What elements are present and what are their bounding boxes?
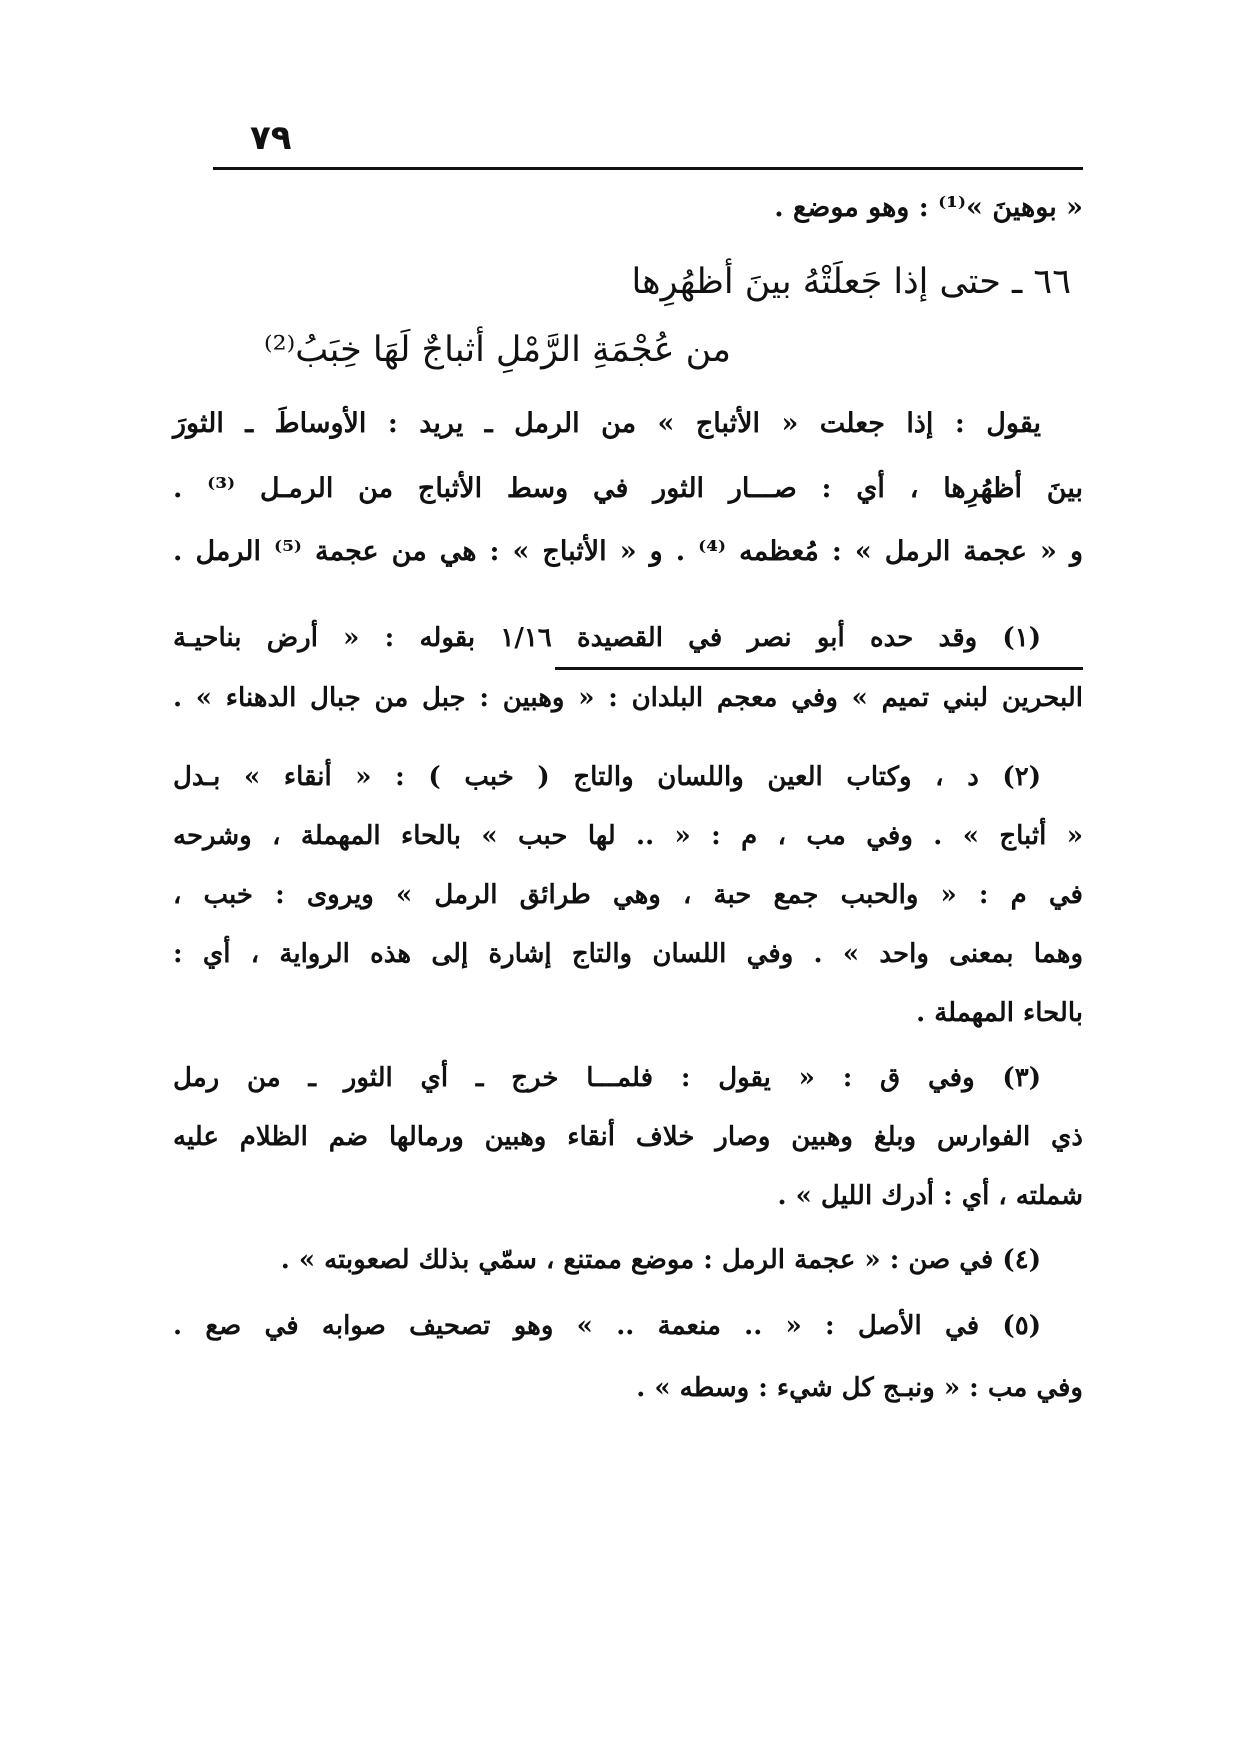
verse-first-hemistich: ٦٦ ـ حتى إذا جَعلَتْهُ بينَ أظهُرِها <box>631 262 1071 302</box>
main-line-1: « بوهينَ »⁽¹⁾ : وهو موضع . <box>774 192 1083 223</box>
footnote-4-line-1: (٤) في صن : « عجمة الرمل : موضع ممتنع ، سمّي بذلك لصعوبته » . <box>280 1245 1041 1275</box>
footnote-5-line-2: وفي مب : « ونبـج كل شيء : وسطه » . <box>636 1373 1083 1403</box>
footnote-3-line-2: ذي الفوارس وبلغ وهبين وصار خلاف أنقاء وهبين ورمالها ضم الظلام عليه <box>173 1122 1083 1152</box>
header-rule <box>213 167 1083 170</box>
footnote-2-line-1: (٢) د ، وكتاب العين واللسان والتاج ( خبب ) : « أنقاء » بـدل <box>173 762 1041 792</box>
footnote-1-line-2: البحرين لبني تميم » وفي معجم البلدان : « وهبين : جبل من جبال الدهناء » . <box>173 683 1083 713</box>
footnote-5-line-1: (٥) في الأصل : « .. منعمة .. » وهو تصحيف صوابه في صع . <box>173 1311 1041 1341</box>
commentary-line-1: يقول : إذا جعلت « الأثباج » من الرمل ـ يريد : الأوساطَ ـ الثورَ <box>173 408 1041 439</box>
commentary-line-3: و « عجمة الرمل » : مُعظمه ⁽⁴⁾ . و « الأثباج » : هي من عجمة ⁽⁵⁾ الرمل . <box>173 536 1084 567</box>
page-number: ٧٩ <box>250 118 292 158</box>
footnote-3-line-1: (٣) وفي ق : « يقول : فلمـــا خرج ـ أي الثور ـ من رمل <box>173 1063 1041 1093</box>
verse-second-hemistich: من عُجْمَةِ الرَّمْلِ أثباجٌ لَهَا خِبَبُ⁽²⁾ <box>264 330 731 370</box>
footnote-2-line-5: بالحاء المهملة . <box>916 998 1083 1028</box>
footnote-2-line-2: « أثباج » . وفي مب ، م : « .. لها حبب » بالحاء المهملة ، وشرحه <box>173 821 1083 851</box>
footnote-2-line-4: وهما بمعنى واحد » . وفي اللسان والتاج إشارة إلى هذه الرواية ، أي : <box>173 939 1083 969</box>
footnote-1-line-1: (١) وقد حده أبو نصر في القصيدة ١/١٦ بقوله : « أرض بناحيـة <box>173 623 1042 653</box>
footnote-separator <box>555 667 1083 670</box>
commentary-line-2: بينَ أظهُرِها ، أي : صـــار الثور في وسط الأثباج من الرمـل ⁽³⁾ . <box>173 473 1083 504</box>
footnote-2-line-3: في م : « والحبب جمع حبة ، وهي طرائق الرمل » ويروى : خبب ، <box>173 880 1083 910</box>
footnote-3-line-3: شملته ، أي : أدرك الليل » . <box>777 1181 1083 1211</box>
